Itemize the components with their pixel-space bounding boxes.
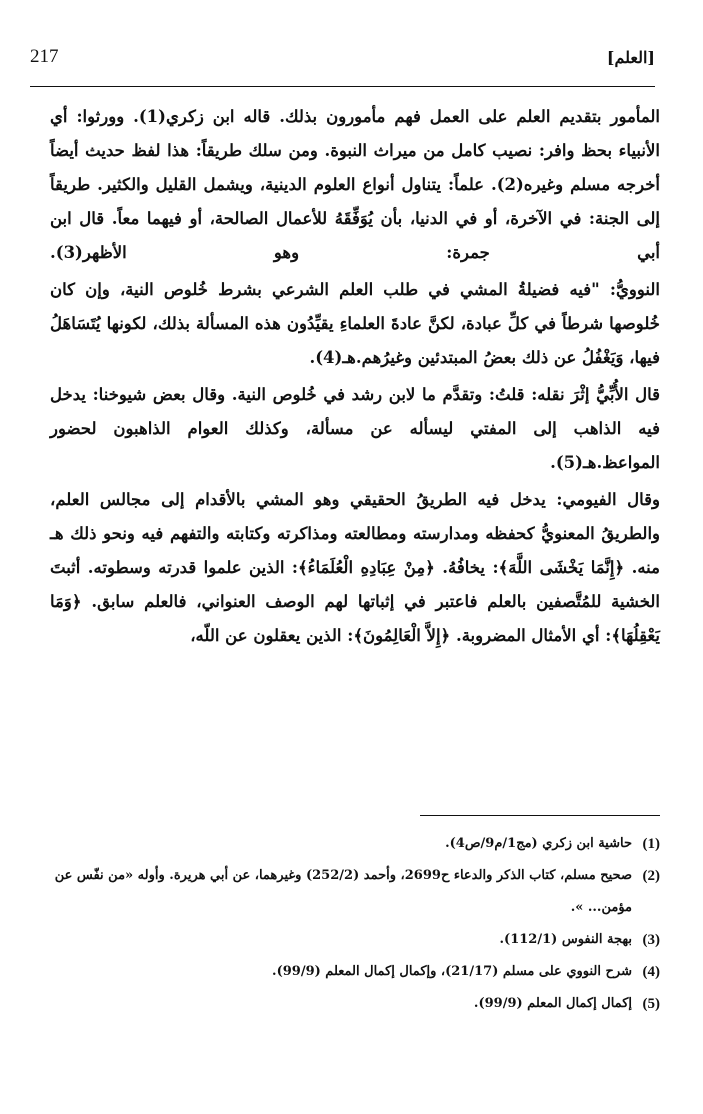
footnote-1 — [50, 828, 660, 860]
footnote-separator — [420, 815, 660, 816]
running-head: [العلم] — [606, 48, 655, 67]
footnote-5 — [50, 988, 660, 1020]
footnote-text: شرح النووي على مسلم (21/17)، وإكمال إكمال المعلم (99/9). — [272, 964, 632, 979]
footnote-number: (5) — [642, 996, 660, 1012]
footnote-text: بهجة النفوس (112/1). — [499, 932, 632, 947]
page-header — [30, 46, 655, 87]
paragraph-1: المأمور بتقديم العلم على العمل فهم مأمورون بذلك. قاله ابن زكري(1). وورثوا: أي الأنبياء بحظ وافر: نصيب كامل من ميراث النبوة. ومن سلك طريقاً: هذا لفظ حديث أيضاً أخرجه مسلم وغيره(2). علماً: يتناول أنواع العلوم الدينية، ويشمل القليل والكثير. طريقاً إلى الجنة: في الآخرة، أو في الدنيا، بأن يُوَفِّقَهُ للأعمال الصالحة، أو فيهما معاً. قال ابن أبي جمرة: وهو الأظهر(3). — [50, 107, 660, 262]
footnote-number: (4) — [642, 964, 660, 980]
footnote-text: حاشية ابن زكري (مج1/م9/ص4). — [445, 836, 632, 851]
footnote-number: (2) — [642, 868, 660, 884]
paragraph-3: قال الأُبِّيُّ إثْرَ نقله: قلتُ: وتقدَّم ما لابن رشد في خُلوص النية. وقال بعض شيوخنا: يدخل فيه الذاهب إلى المفتي ليسأله عن مسألة، وكذلك العوام الذاهبون لحضور المواعظ.هـ(5). — [50, 385, 660, 472]
paragraph-2: النوويُّ: "فيه فضيلةُ المشي في طلب العلم الشرعي بشرط خُلوص النية، وإن كان خُلوصها شرطاً في كلِّ عبادة، لكنَّ عادةَ العلماءِ يقيِّدُون هذه المسألة بذلك، لكونها يُتَسَاهَلُ فيها، وَيَغْفُلُ عن ذلك بعضُ المبتدئين وغيرُهم.هـ(4). — [50, 280, 660, 367]
paragraph-4: وقال الفيومي: يدخل فيه الطريقُ الحقيقي وهو المشي بالأقدام إلى مجالس العلم، والطريقُ المعنويُّ كحفظه ومدارسته ومطالعته ومذاكرته وكتابته والتفهم فيه ونحو ذلك هـ منه. ﴿إِنَّمَا يَخْشَى اللَّهَ﴾: يخافُهُ. ﴿مِنْ عِبَادِهِ الْعُلَمَاءُ﴾: الذين علموا قدرته وسطوته. أثبتَ الخشية للمُتَّصفين بالعلم فاعتبر في إثباتها لهم الوصف العنواني، فالعلم سابق. ﴿وَمَا يَعْقِلُهَا﴾: أي الأمثال المضروبة. ﴿إِلاَّ الْعَالِمُونَ﴾: الذين يعقلون عن اللّه، — [50, 490, 660, 645]
footnote-number: (3) — [642, 932, 660, 948]
footnote-text: صحيح مسلم، كتاب الذكر والدعاء ح2699، وأحمد (252/2) وغيرهما، عن أبي هريرة. وأوله «من نفّس عن مؤمن... ». — [54, 868, 632, 915]
footnote-text: إكمال إكمال المعلم (99/9). — [473, 996, 632, 1011]
footnotes — [50, 828, 660, 1020]
main-text — [50, 100, 660, 656]
page-number: 217 — [30, 46, 59, 67]
footnote-3 — [50, 924, 660, 956]
footnote-number: (1) — [642, 836, 660, 852]
footnote-4 — [50, 956, 660, 988]
footnote-2 — [50, 860, 660, 924]
